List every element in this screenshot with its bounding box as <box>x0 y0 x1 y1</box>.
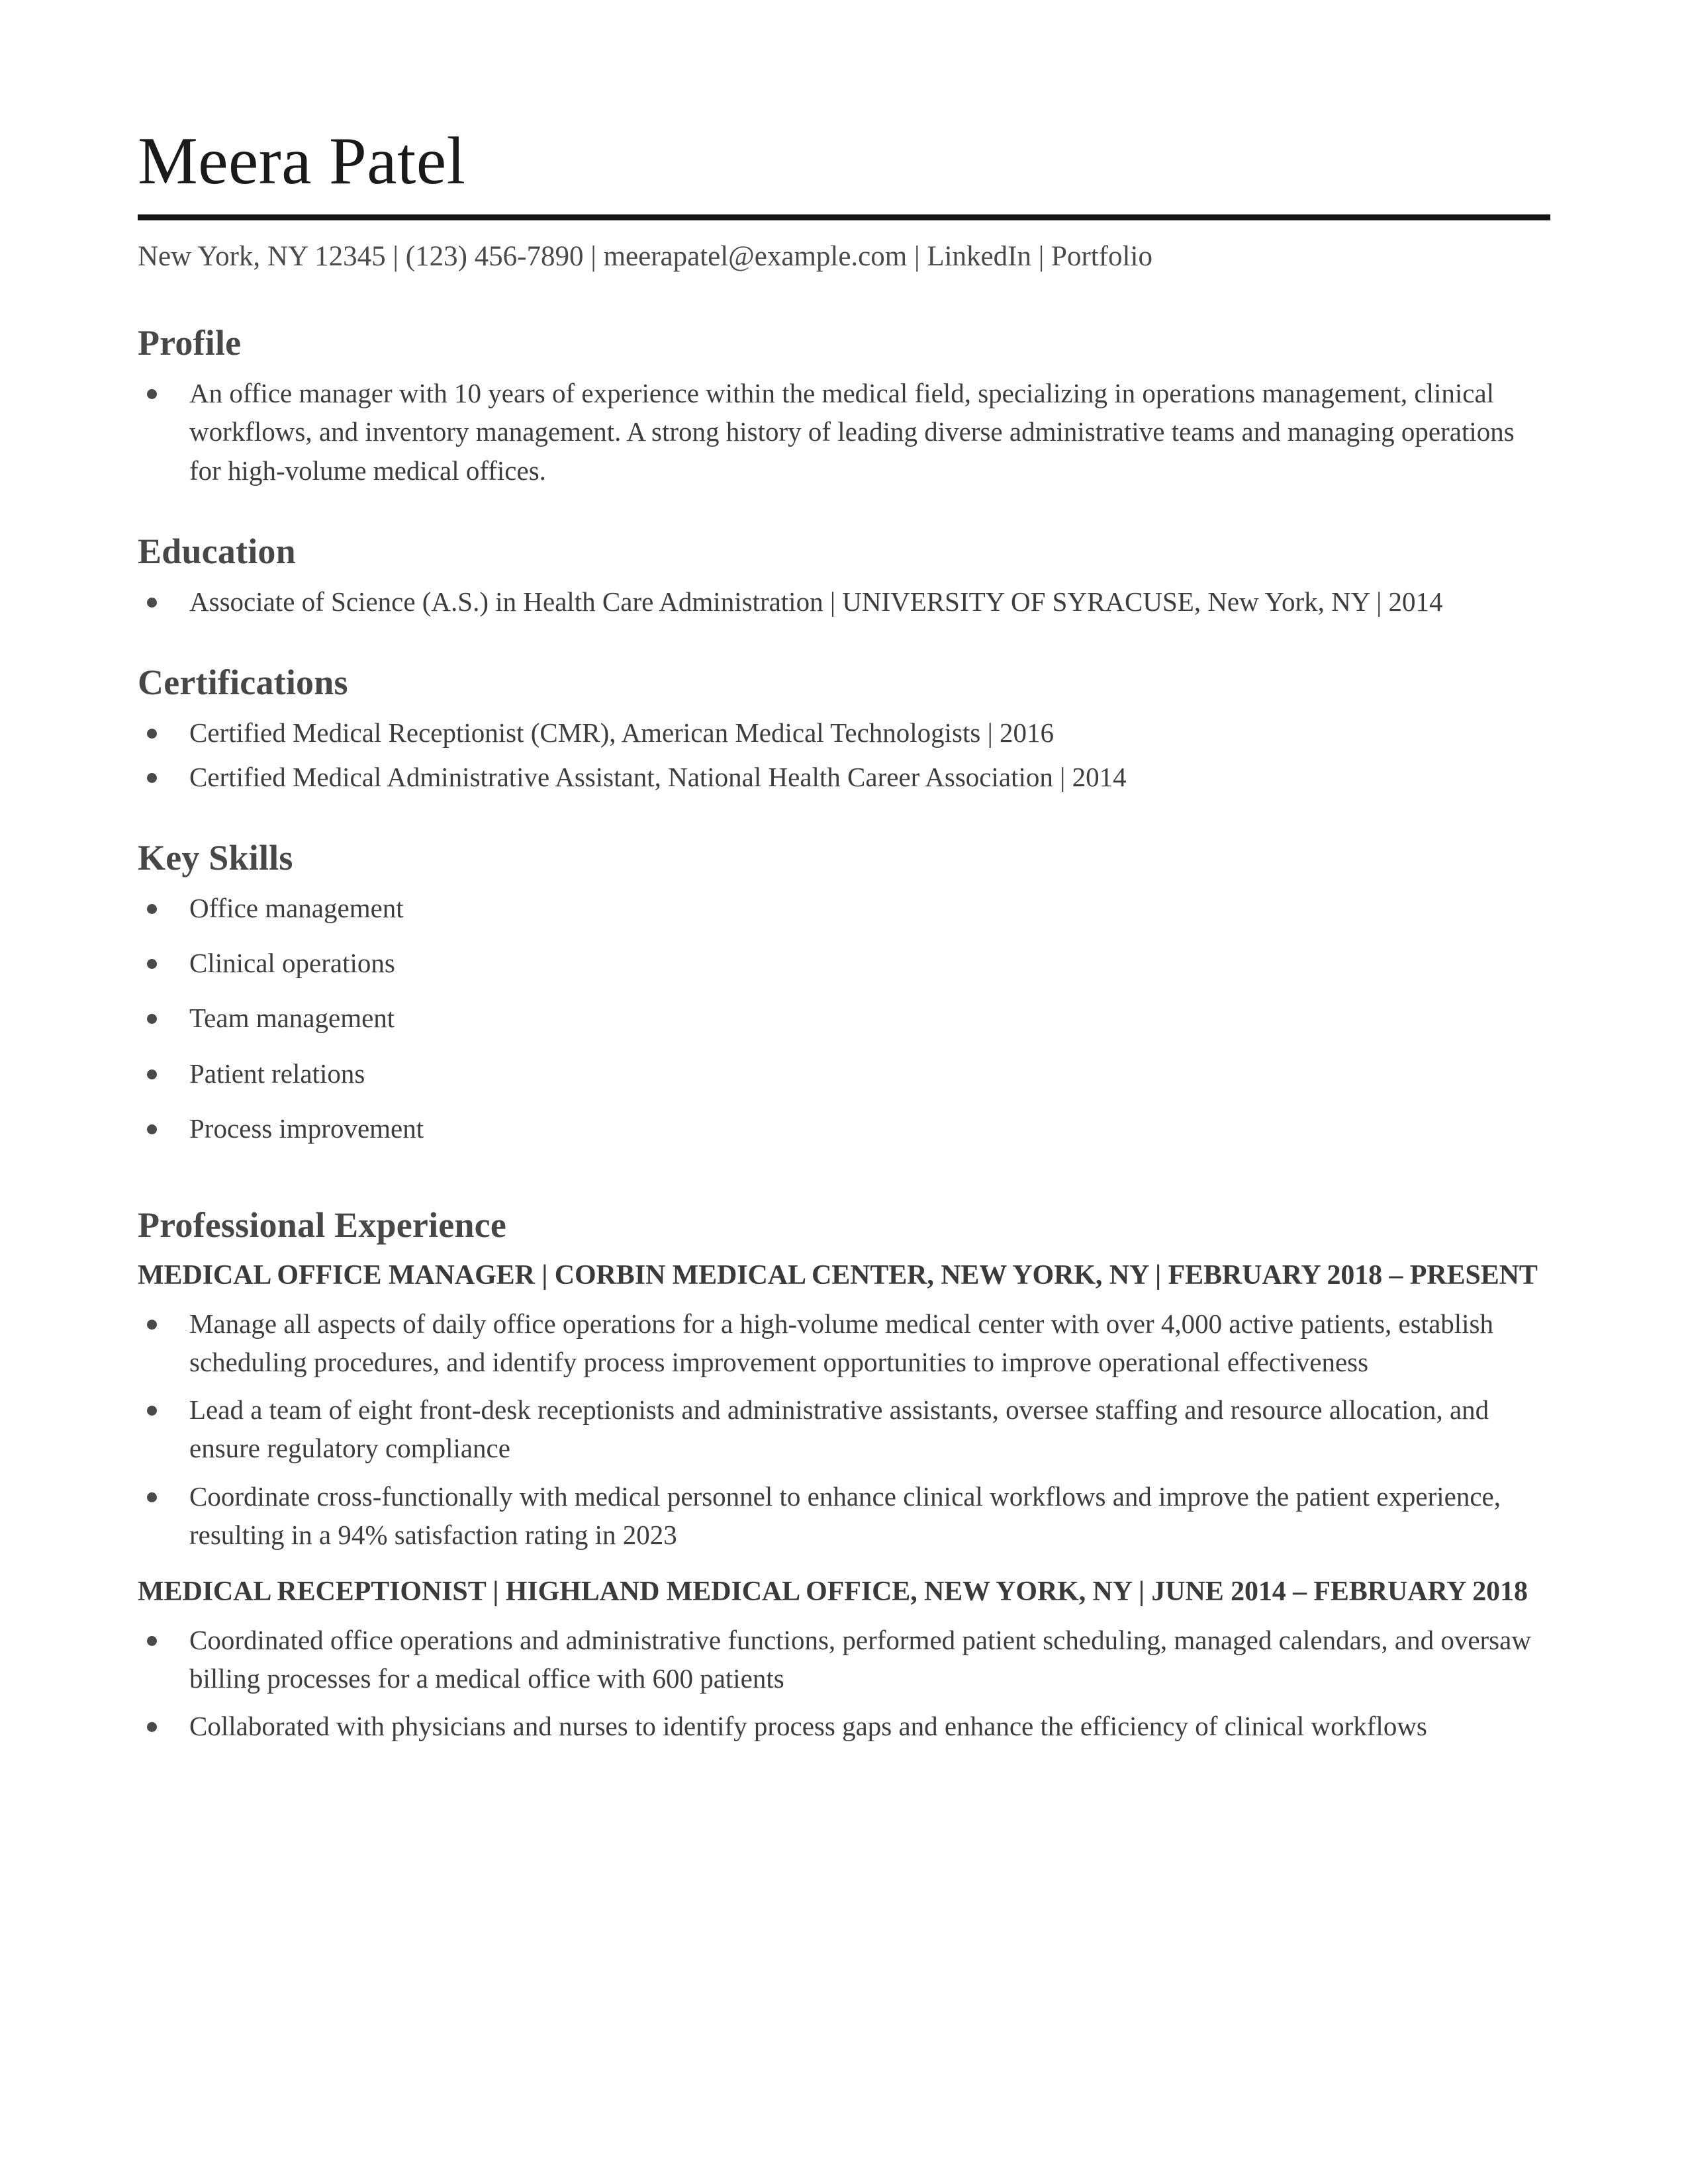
list-item: Lead a team of eight front-desk receptionists and administrative assistants, oversee staffing and resource allocation, and ensure regulatory compliance <box>138 1390 1550 1467</box>
list-item: Team management <box>138 999 1550 1037</box>
section-title-key-skills: Key Skills <box>138 837 293 878</box>
profile-bullet-list <box>138 374 1550 490</box>
job-title-line: MEDICAL OFFICE MANAGER | CORBIN MEDICAL CENTER, NEW YORK, NY | FEBRUARY 2018 – PRESENT <box>138 1260 1538 1291</box>
section-title-professional-experience: Professional Experience <box>138 1205 507 1245</box>
experience-entry <box>138 1257 1550 1554</box>
list-item: Certified Medical Administrative Assistant, National Health Career Association | 2014 <box>138 758 1550 796</box>
list-item: An office manager with 10 years of experience within the medical field, specializing in operations management, clinical workflows, and inventory management. A strong history of leading diverse administrative teams and managing operations for high-volume medical offices. <box>138 374 1550 490</box>
list-item: Clinical operations <box>138 944 1550 982</box>
resume-header <box>138 0 1550 276</box>
certifications-bullet-list <box>138 713 1550 796</box>
resume-content <box>138 0 1550 1754</box>
section-title-profile: Profile <box>138 323 242 363</box>
job-title-line: MEDICAL RECEPTIONIST | HIGHLAND MEDICAL OFFICE, NEW YORK, NY | JUNE 2014 – FEBRUARY 2018 <box>138 1576 1528 1607</box>
list-item: Coordinated office operations and administrative functions, performed patient scheduling, managed calendars, and oversaw billing processes for a medical office with 600 patients <box>138 1621 1550 1698</box>
section-title-education: Education <box>138 531 296 571</box>
section-profile <box>138 322 1550 490</box>
education-bullet-list <box>138 582 1550 621</box>
key-skills-list <box>138 889 1550 1148</box>
job-bullet-list <box>138 1304 1550 1554</box>
section-professional-experience <box>138 1205 1550 1745</box>
list-item: Process improvement <box>138 1109 1550 1148</box>
list-item: Manage all aspects of daily office operations for a high-volume medical center with over 4,000 active patients, establish scheduling procedures, and identify process improvement opportunities to improve operational effectiveness <box>138 1304 1550 1381</box>
contact-line: New York, NY 12345 | (123) 456-7890 | meerapatel@example.com | LinkedIn | Portfolio <box>138 241 1152 273</box>
section-certifications <box>138 662 1550 796</box>
list-item: Coordinate cross-functionally with medical personnel to enhance clinical workflows and improve the patient experience, resulting in a 94% satisfaction rating in 2023 <box>138 1477 1550 1554</box>
section-title-certifications: Certifications <box>138 662 348 703</box>
section-key-skills <box>138 837 1550 1148</box>
list-item: Associate of Science (A.S.) in Health Care Administration | UNIVERSITY OF SYRACUSE, New York, NY | 2014 <box>138 582 1550 621</box>
experience-entry <box>138 1574 1550 1745</box>
job-bullet-list <box>138 1621 1550 1746</box>
list-item: Certified Medical Receptionist (CMR), American Medical Technologists | 2016 <box>138 713 1550 752</box>
candidate-name: Meera Patel <box>138 124 466 199</box>
header-divider <box>138 214 1550 220</box>
section-education <box>138 531 1550 621</box>
list-item: Patient relations <box>138 1054 1550 1093</box>
list-item: Collaborated with physicians and nurses to identify process gaps and enhance the efficiency of clinical workflows <box>138 1707 1550 1745</box>
list-item: Office management <box>138 889 1550 927</box>
